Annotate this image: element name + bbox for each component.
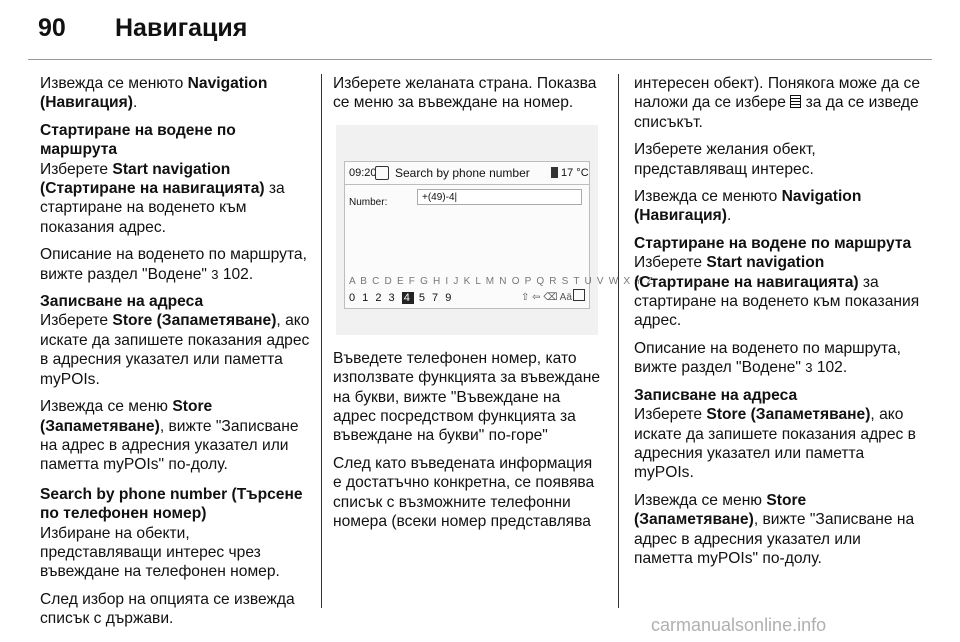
watermark: carmanualsonline.info (651, 615, 827, 635)
thermometer-icon (551, 167, 558, 178)
page-header (0, 0, 960, 64)
paragraph: Описание на воденето по маршрута, вижте раздел "Водене" 3 102. (634, 339, 901, 377)
digit-keyboard: 0 1 2 3 4 5 7 9 (349, 291, 454, 304)
page-number: 90 (38, 14, 66, 42)
paragraph: Изберете Store (Запаметяване), ако искате да запишете показания адрес в адресния указател или паметта myPOIs. (634, 406, 916, 482)
paragraph: Изберете желаната страна. Показва се меню за въвеждане на номер. (333, 75, 597, 112)
paragraph: След като въведената информация е достатъчно конкретна, се появява списък с възможните телефонни номера (всеки номер представлява (333, 454, 595, 531)
page-ref-icon: 3 (805, 360, 813, 376)
header-rule (28, 59, 932, 60)
paragraph: Извежда се меню Store (Запаметяване), вижте "Записване на адрес в адресния указател или паметта myPOIs" по-долу. (634, 491, 915, 567)
paragraph: Въведете телефонен номер, като използвате функцията за въвеждане на букви, вижте "Въвеждане на адрес посредством функцията за въвеждане на букви" по-горе" (333, 349, 600, 445)
section-heading: Стартиране на водене по маршрута (40, 121, 236, 159)
number-label: Number: (349, 196, 388, 208)
keyboard-controls: ⇧ ⇦ ⌫ Aä (521, 291, 572, 303)
page-title: Навигация (115, 14, 248, 42)
section-heading: Записване на адреса (40, 293, 204, 311)
paragraph: Извежда се меню Store (Запаметяване), вижте "Записване на адрес в адресния указател или паметта myPOIs" по-долу. (40, 398, 299, 474)
paragraph: Изберете Store (Запаметяване), ако искате да запишете показания адрес в адресния указател или паметта myPOIs. (40, 312, 310, 388)
section-heading: Стартиране на водене по маршрута (634, 234, 912, 252)
paragraph: интересен обект). Понякога може да се наложи да се избере за да се изведе списъкът. (634, 75, 921, 131)
screen-temperature: 17 °C (561, 166, 589, 179)
paragraph: Изберете Start navigation (Стартиране на навигацията) за стартиране на воденето към показания адрес. (40, 160, 285, 236)
column-3 (634, 74, 920, 576)
screen-display (344, 161, 654, 309)
paragraph: Извежда се менюто Navigation (Навигация). (634, 188, 862, 225)
column-divider-2 (618, 74, 619, 608)
screen-time: 09:20 (349, 166, 377, 179)
screen-illustration (336, 125, 654, 335)
page-ref-icon: 3 (211, 266, 219, 282)
paragraph: Извежда се менюто Navigation (Навигация). (40, 75, 268, 112)
screen-status-bar (345, 162, 589, 185)
letter-keyboard: A B C D E F G H I J K L M N O P Q R S T U V W X Y Z (349, 275, 654, 287)
paragraph: След избор на опцията се извежда списък с държави. (40, 590, 295, 628)
search-icon (375, 166, 389, 180)
screen-title: Search by phone number (395, 165, 530, 180)
column-2 (333, 74, 654, 539)
selected-digit: 4 (403, 291, 412, 304)
column-divider-1 (321, 74, 322, 608)
column-1 (40, 74, 310, 637)
paragraph: Изберете желания обект, представляващ интерес. (634, 141, 816, 178)
list-icon (573, 289, 585, 301)
paragraph: Изберете Start navigation (Стартиране на навигацията) за стартиране на воденето към показания адрес. (634, 254, 920, 330)
paragraph: Описание на воденето по маршрута, вижте раздел "Водене" 3 102. (40, 246, 307, 283)
section-heading: Записване на адреса (634, 386, 798, 404)
list-icon (790, 95, 801, 108)
section-heading: Search by phone number (Търсене по телефонен номер) (40, 485, 303, 523)
paragraph: Избиране на обекти, представляващи интерес чрез въвеждане на телефонен номер. (40, 524, 280, 581)
number-input: +(49)-4| (417, 189, 582, 205)
